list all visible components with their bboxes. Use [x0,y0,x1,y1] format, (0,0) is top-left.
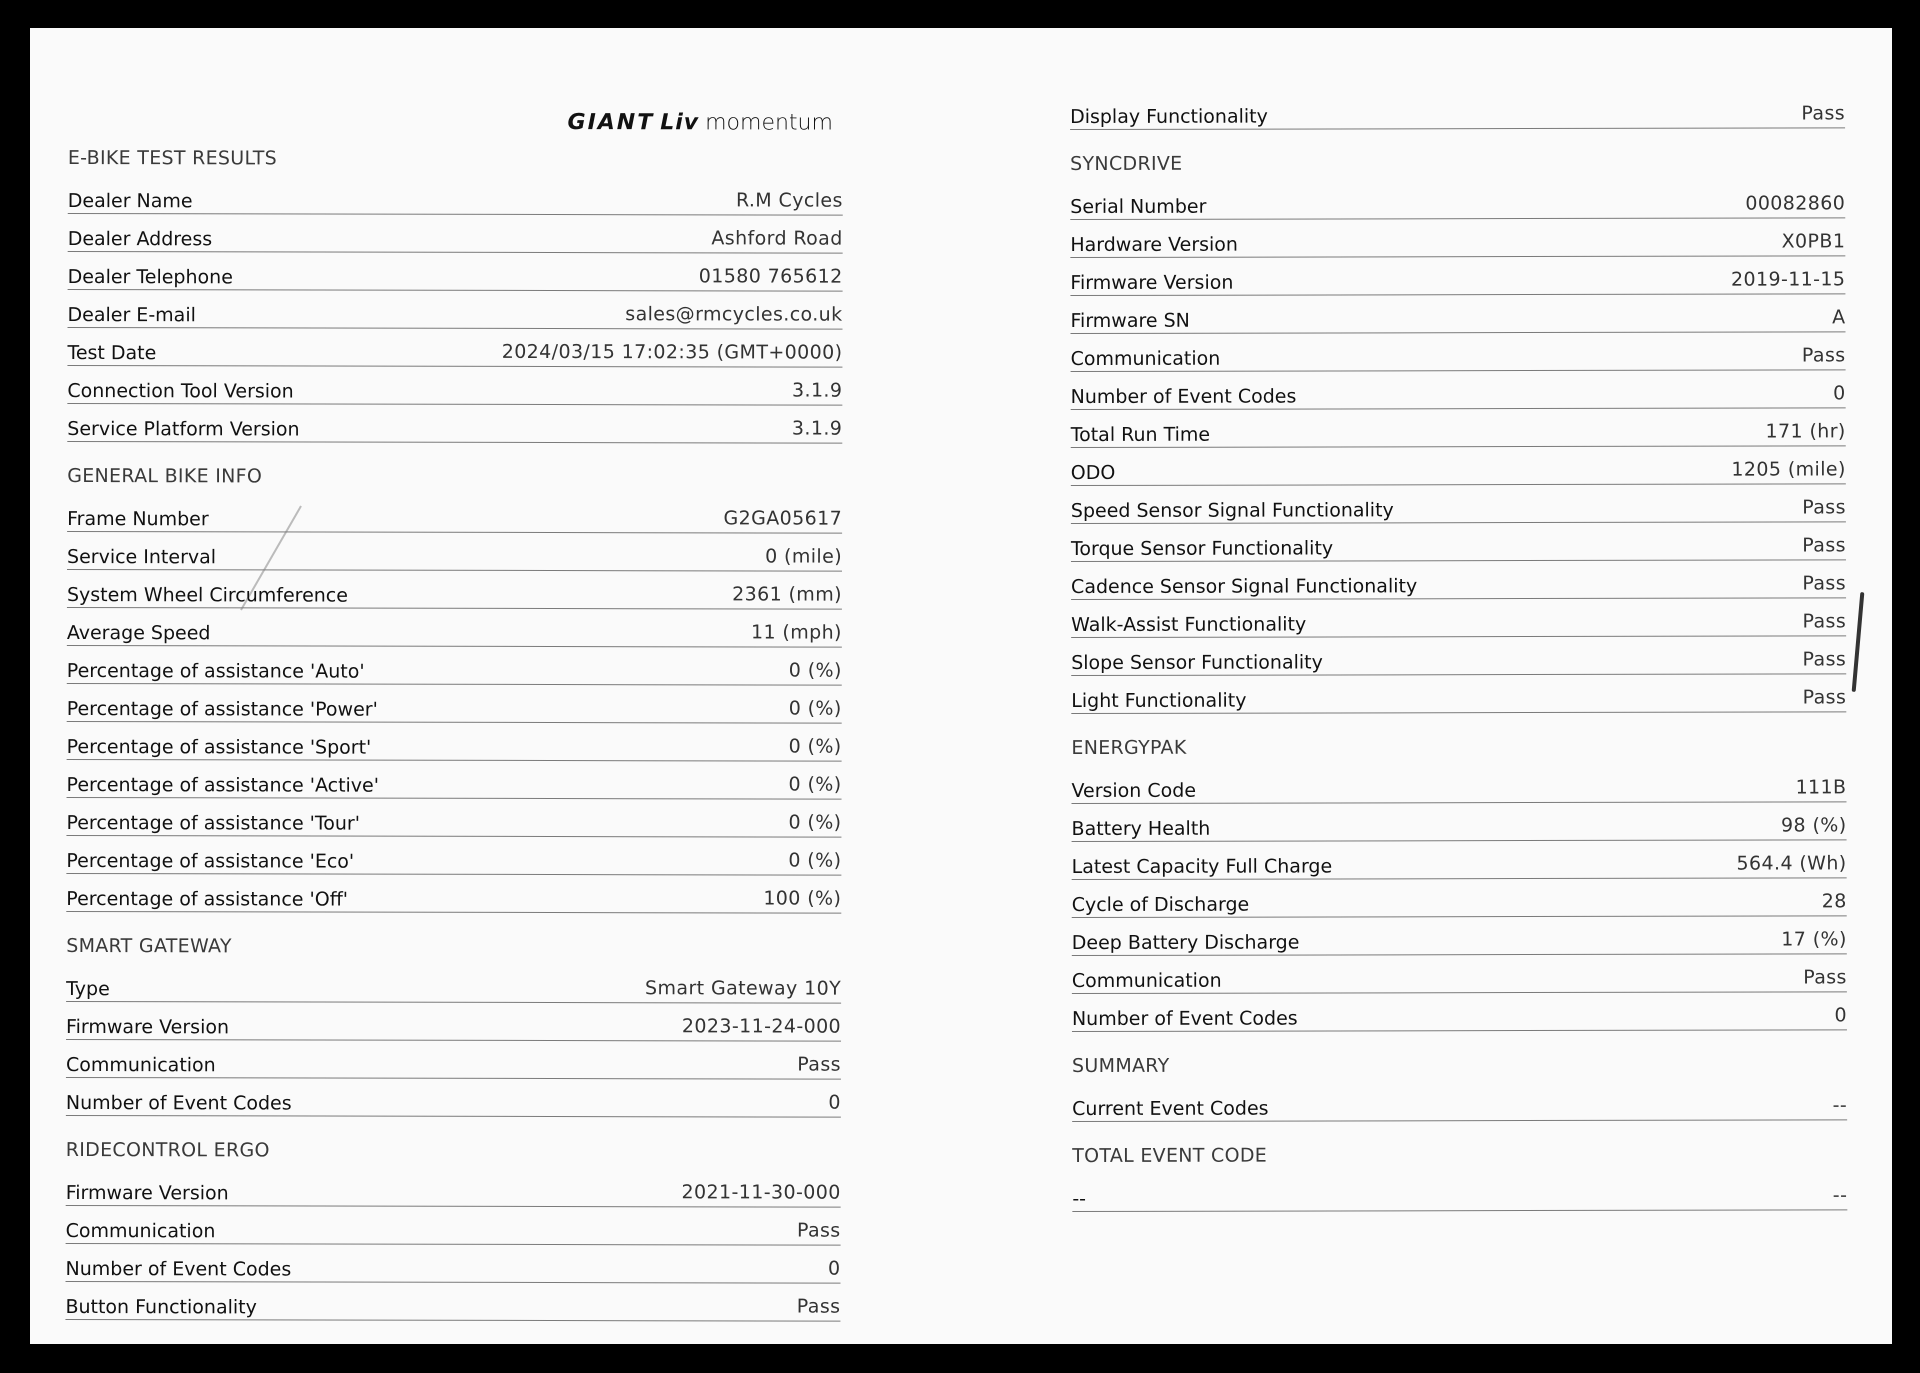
section-summary [1072,1046,1847,1122]
field-label: System Wheel Circumference [66,583,348,607]
field-value: Ashford Road [711,227,843,250]
field-label: Current Event Codes [1072,1097,1269,1120]
field-label: Number of Event Codes [1071,1007,1298,1030]
section-rows [67,176,843,444]
field-label: Firmware Version [66,1015,230,1039]
field-row [1072,840,1847,880]
field-label: Slope Sensor Functionality [1071,651,1323,674]
field-row [66,1078,841,1118]
field-row [1071,408,1846,448]
section-title: E-BIKE TEST RESULTS [67,146,278,170]
field-value: 2021-11-30-000 [681,1181,841,1204]
field-label: Light Functionality [1071,689,1247,712]
field-label: Dealer Name [67,189,193,213]
field-row [67,646,842,686]
field-row [66,1040,841,1080]
field-row [66,798,841,838]
field-row [1071,674,1846,714]
field-value: 17 (%) [1781,928,1847,951]
field-row [66,1168,841,1208]
field-label: Type [66,977,110,1001]
field-row [67,722,842,762]
field-label: Cadence Sensor Signal Functionality [1071,575,1418,598]
field-label: Service Platform Version [67,417,300,441]
section-total-event-code [1072,1136,1847,1212]
field-value: -- [1832,1094,1848,1117]
field-value: 98 (%) [1781,814,1847,837]
section-rows [66,964,841,1118]
field-row [67,760,842,800]
field-label: ODO [1070,461,1116,484]
field-label: Firmware Version [65,1181,229,1205]
section-general-bike-info [66,458,842,914]
logo-giant: GIANT [567,110,655,136]
field-value: G2GA05617 [723,507,843,530]
field-value: 1205 (mile) [1731,458,1846,481]
field-row [66,836,841,876]
field-value: Pass [1801,344,1846,367]
field-label: Number of Event Codes [1070,385,1297,408]
field-value: 111B [1795,776,1847,799]
field-row [67,570,842,610]
field-row [68,176,843,216]
field-label: Connection Tool Version [67,379,294,403]
field-value: Pass [1801,102,1846,125]
field-value: 0 [828,1257,841,1280]
field-row [68,290,843,330]
field-value: 100 (%) [763,887,842,910]
field-value: Pass [1803,966,1847,989]
field-row [66,874,841,914]
field-value: Pass [797,1053,841,1076]
document-page [30,28,1892,1344]
field-label: Percentage of assistance 'Sport' [66,735,372,759]
field-row [1071,636,1846,676]
field-label: Test Date [67,341,157,365]
field-row [67,404,842,444]
field-value: 0 (%) [788,773,842,796]
field-label: Latest Capacity Full Charge [1071,855,1333,878]
field-row [66,1206,841,1246]
section-rows [65,1168,840,1322]
field-label: Dealer Telephone [67,265,233,289]
field-value: A [1832,306,1846,329]
field-label: Deep Battery Discharge [1071,931,1300,954]
brand-logo [68,96,843,136]
field-row [1071,446,1846,486]
section-syncdrive [1070,144,1846,714]
field-value: 564.4 (Wh) [1736,852,1847,875]
field-value: 3.1.9 [791,417,843,440]
field-row [67,494,842,534]
field-label: Frame Number [67,507,209,531]
field-label: Version Code [1071,779,1197,802]
field-value: 0 (mile) [765,545,843,568]
field-value: 2019-11-15 [1730,268,1846,291]
field-row [67,366,842,406]
field-value: Pass [1802,686,1847,709]
field-label: Dealer E-mail [67,303,196,327]
field-value: 28 [1821,890,1847,913]
field-label: Percentage of assistance 'Active' [66,773,380,797]
field-row [1072,1082,1847,1122]
field-value: Pass [1802,572,1847,595]
field-row [1072,1172,1847,1212]
field-value: 11 (mph) [750,621,842,644]
field-value: 2023-11-24-000 [681,1015,842,1038]
section-energypak [1071,728,1847,1032]
field-label: Button Functionality [65,1295,257,1319]
field-value: Pass [1802,648,1847,671]
field-row [1071,802,1846,842]
field-label: Communication [1070,347,1221,370]
field-label: Walk-Assist Functionality [1071,613,1307,636]
field-value: X0PB1 [1781,230,1846,253]
field-row [66,964,841,1004]
brand-logo-text [567,110,832,136]
field-label: Firmware SN [1070,309,1190,332]
field-value: Smart Gateway 10Y [645,977,842,1000]
field-value: 2361 (mm) [732,583,842,606]
section-rows [1072,1082,1847,1122]
field-label: -- [1072,1187,1087,1210]
section-title: GENERAL BIKE INFO [67,464,263,488]
field-row [67,328,842,368]
field-row [1070,294,1845,334]
field-value: 0 (%) [788,849,842,872]
field-label: Total Run Time [1070,423,1211,446]
field-row [67,608,842,648]
field-value: 0 [1834,1004,1847,1027]
section-title: SUMMARY [1072,1054,1170,1077]
field-row [1070,218,1845,258]
field-value: 00082860 [1745,192,1846,215]
section-title: RIDECONTROL ERGO [65,1138,270,1162]
field-label: Service Interval [67,545,217,569]
field-label: Speed Sensor Signal Functionality [1070,499,1394,522]
field-value: Pass [1802,534,1846,557]
field-label: Percentage of assistance 'Off' [66,887,349,911]
field-row [1071,484,1846,524]
field-row [1070,256,1845,296]
field-row [1071,370,1846,410]
section-rows [1072,1172,1847,1212]
field-value: Pass [796,1219,841,1242]
field-value: R.M Cycles [735,189,843,212]
field-value: 0 (%) [788,735,842,758]
field-label: Percentage of assistance 'Eco' [66,849,355,873]
field-label: Communication [1071,969,1222,992]
field-label: Serial Number [1070,195,1207,218]
section-test-results [67,140,843,444]
field-value: 171 (hr) [1765,420,1846,443]
field-row [65,1282,840,1322]
logo-momentum: momentum [705,110,833,136]
field-label: Dealer Address [67,227,213,251]
field-row [1072,954,1847,994]
field-label: Percentage of assistance 'Auto' [66,659,365,683]
field-value: 0 (%) [788,811,842,834]
section-rows [1070,90,1845,130]
section-rows [1071,764,1847,1032]
field-row [1071,560,1846,600]
field-row [1071,598,1846,638]
field-row [1072,916,1847,956]
field-row [66,1002,841,1042]
section-rows [66,494,842,914]
field-value: -- [1832,1184,1848,1207]
field-value: Pass [796,1295,841,1318]
section-title: SMART GATEWAY [66,934,232,958]
field-row [1072,878,1847,918]
field-value: Pass [1802,610,1847,633]
field-row [1071,764,1846,804]
section-smart-gateway [66,928,841,1118]
field-label: Communication [65,1219,216,1243]
field-label: Torque Sensor Functionality [1070,537,1334,560]
field-label: Firmware Version [1070,271,1234,294]
field-row [1072,992,1847,1032]
field-row [66,1244,841,1284]
field-label: Battery Health [1071,817,1211,840]
field-row [68,214,843,254]
field-label: Percentage of assistance 'Tour' [66,811,361,835]
field-row [1071,522,1846,562]
logo-liv: Liv [660,110,700,136]
section-display [1070,90,1845,130]
field-label: Average Speed [66,621,211,645]
left-column [65,96,843,1322]
field-row [1070,180,1845,220]
field-value: 01580 765612 [698,265,843,288]
field-label: Display Functionality [1070,105,1268,128]
field-row [1071,332,1846,372]
field-value: 2024/03/15 17:02:35 (GMT+0000) [501,340,843,364]
field-row [67,684,842,724]
field-value: Pass [1802,496,1846,519]
field-label: Percentage of assistance 'Power' [66,697,378,721]
field-label: Cycle of Discharge [1071,893,1250,916]
field-value: 0 [1833,382,1846,405]
field-value: 3.1.9 [792,379,843,402]
field-row [67,532,842,572]
field-value: 0 (%) [788,659,842,682]
field-row [68,252,843,292]
field-value: sales@rmcycles.co.uk [625,303,843,326]
field-label: Number of Event Codes [65,1091,292,1115]
field-value: 0 [828,1091,841,1114]
field-label: Number of Event Codes [65,1257,292,1281]
section-rows [1070,180,1846,714]
section-title: ENERGYPAK [1071,736,1187,759]
section-title: SYNCDRIVE [1070,152,1183,175]
field-value: 0 (%) [788,697,842,720]
field-label: Hardware Version [1070,233,1238,256]
section-title: TOTAL EVENT CODE [1072,1144,1268,1167]
right-column [1070,90,1847,1212]
field-row [1070,90,1845,130]
section-ridecontrol-ergo [65,1132,840,1322]
field-label: Communication [65,1053,216,1077]
